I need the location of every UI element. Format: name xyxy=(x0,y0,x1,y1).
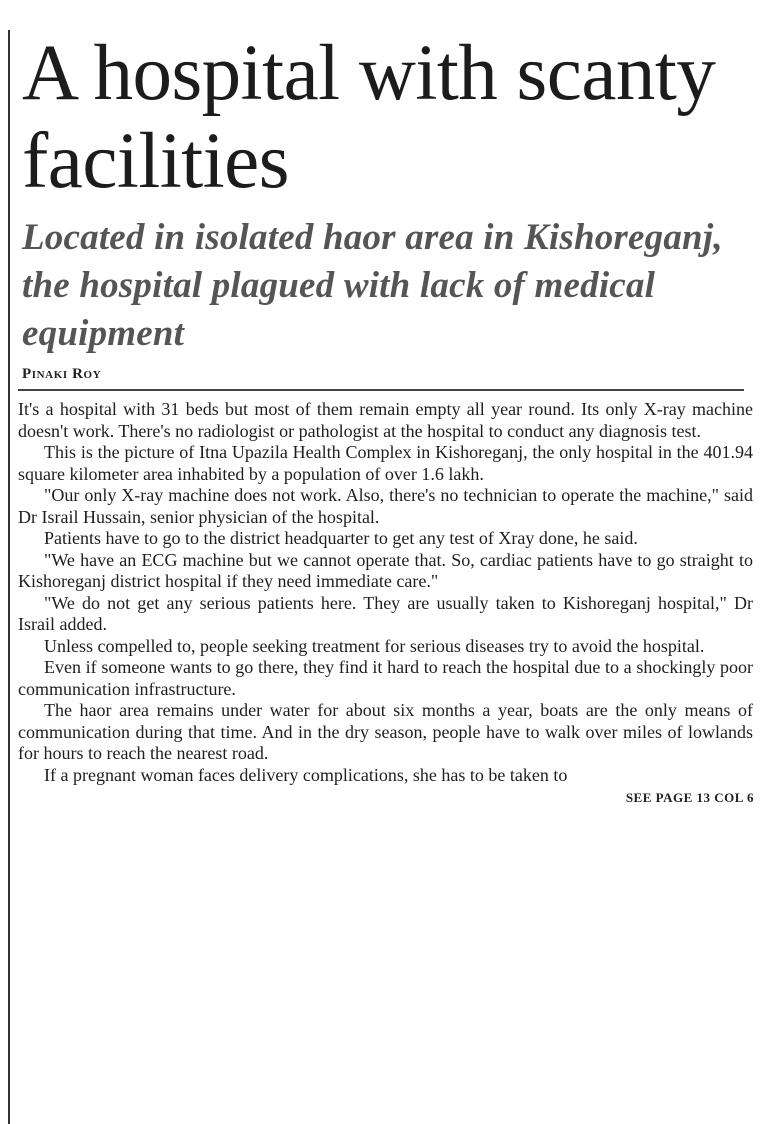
paragraph: "We have an ECG machine but we cannot operate that. So, cardiac patients have to go straight to Kishoreganj district hospital if they need immediate care." xyxy=(18,549,753,591)
paragraph: "We do not get any serious patients here. They are usually taken to Kishoreganj hospital," Dr Israil added. xyxy=(18,592,753,634)
paragraph: The haor area remains under water for about six months a year, boats are the only means of communication during that time. And in the dry season, people have to walk over miles of lowlands for hours to reach the nearest road. xyxy=(18,700,753,763)
paragraph: Even if someone wants to go there, they find it hard to reach the hospital due to a shockingly poor communication infrastructure. xyxy=(18,657,753,699)
paragraph: Patients have to go to the district headquarter to get any test of Xray done, he said. xyxy=(44,528,638,548)
paragraph: Unless compelled to, people seeking treatment for serious diseases try to avoid the hospital. xyxy=(44,635,705,656)
column-rule xyxy=(8,30,10,1124)
subheadline: Located in isolated haor area in Kishoreganj, the hospital plagued with lack of medical equipment xyxy=(22,217,723,354)
headline: A hospital with scanty facilities xyxy=(22,30,716,205)
continuation-jump: SEE PAGE 13 COL 6 xyxy=(625,790,754,805)
paragraph: This is the picture of Itna Upazila Health Complex in Kishoreganj, the only hospital in the 401.94 square kilometer area inhabited by a population of over 1.6 lakh. xyxy=(18,442,753,484)
byline: Pinaki Roy xyxy=(22,366,102,382)
paragraph: If a pregnant woman faces delivery complications, she has to be taken to xyxy=(44,764,568,785)
news-clipping xyxy=(18,0,758,1124)
paragraph: "Our only X-ray machine does not work. Also, there's no technician to operate the machine," said Dr Israil Hussain, senior physician of the hospital. xyxy=(18,485,753,527)
byline-divider xyxy=(18,389,744,391)
article-body xyxy=(18,399,753,786)
paragraph: It's a hospital with 31 beds but most of them remain empty all year round. Its only X-ray machine doesn't work. There's no radiologist or pathologist at the hospital to conduct any diagnosis test. xyxy=(18,399,753,441)
